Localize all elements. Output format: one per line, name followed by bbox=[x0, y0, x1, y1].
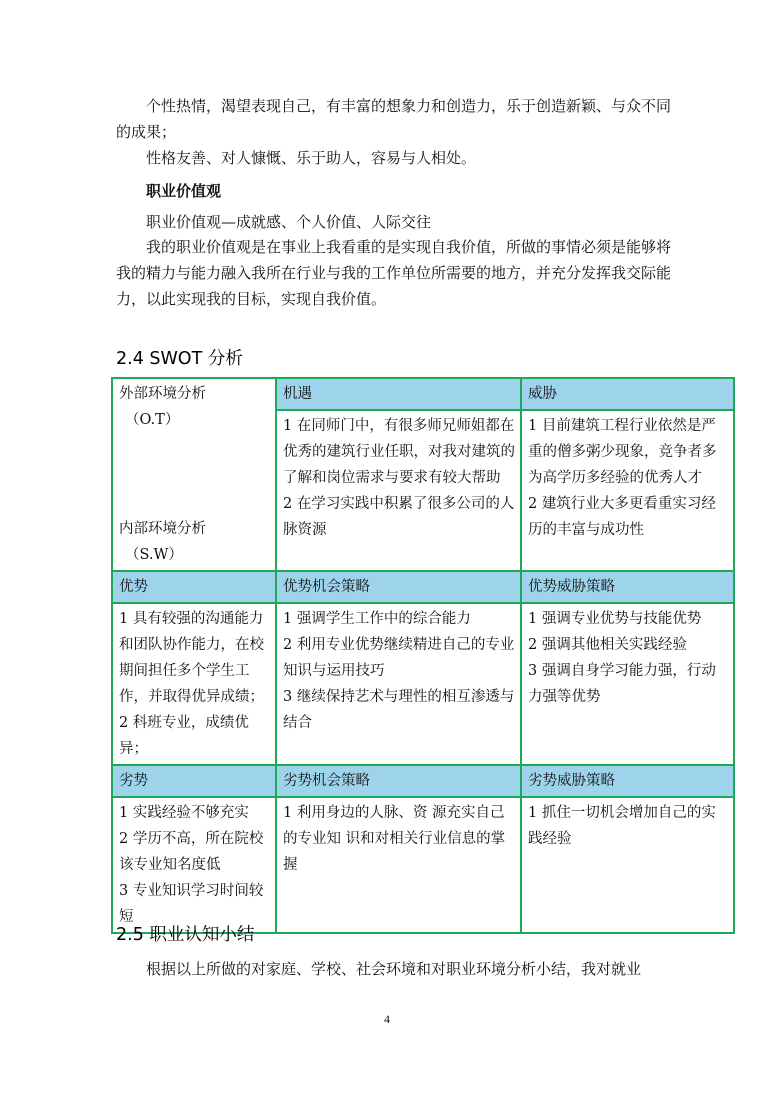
internal-analysis-code: （S.W） bbox=[125, 547, 183, 563]
intro-paragraph-1: 个性热情，渴望表现自己，有丰富的想象力和创造力，乐于创造新颖、与众不同的成果； bbox=[116, 97, 672, 141]
strength-header: 优势 bbox=[112, 571, 276, 603]
weakness-header: 劣势 bbox=[112, 765, 276, 797]
wt-strategy-cell: 1 抓住一切机会增加自己的实践经验 bbox=[521, 797, 734, 933]
page-number: 4 bbox=[384, 1012, 390, 1026]
weakness-cell: 1 实践经验不够充实 2 学历不高，所在院校该专业知名度低 3 专业知识学习时间较短 bbox=[112, 797, 276, 933]
so-strategy-cell: 1 强调学生工作中的综合能力 2 利用专业优势继续精进自己的专业知识与运用技巧 3 继续保持艺术与理性的相互渗透与结合 bbox=[276, 603, 521, 765]
swot-table bbox=[111, 377, 735, 934]
subheading-career-values: 职业价值观 bbox=[146, 182, 222, 200]
st-strategy-cell: 1 强调专业优势与技能优势 2 强调其他相关实践经验 3 强调自身学习能力强，行动力强等优势 bbox=[521, 603, 734, 765]
strength-cell: 1 具有较强的沟通能力和团队协作能力，在校期间担任多个学生工作，并取得优异成绩； 2 科班专业，成绩优异； bbox=[112, 603, 276, 765]
intro-paragraph-4: 我的职业价值观是在事业上我看重的是实现自我价值，所做的事情必须是能够将我的精力与能力融入我所在行业与我的工作单位所需要的地方，并充分发挥我交际能力，以此实现我的目标，实现自我价值。 bbox=[116, 238, 672, 308]
intro-paragraph-2: 性格友善、对人慷慨、乐于助人，容易与人相处。 bbox=[146, 149, 477, 167]
external-analysis-code: （O.T） bbox=[125, 412, 180, 428]
external-analysis-label: 外部环境分析 bbox=[119, 386, 206, 402]
wo-strategy-cell: 1 利用身边的人脉、资 源充实自己的专业知 识和对相关行业信息的掌握 bbox=[276, 797, 521, 933]
section-heading-swot: 2.4 SWOT 分析 bbox=[116, 349, 243, 369]
so-strategy-header: 优势机会策略 bbox=[276, 571, 521, 603]
threat-header: 威胁 bbox=[521, 378, 734, 410]
intro-paragraph-3: 职业价值观—成就感、个人价值、人际交往 bbox=[146, 213, 432, 231]
internal-analysis-label: 内部环境分析 bbox=[119, 521, 206, 537]
summary-paragraph: 根据以上所做的对家庭、学校、社会环境和对职业环境分析小结，我对就业 bbox=[146, 960, 642, 978]
wt-strategy-header: 劣势威胁策略 bbox=[521, 765, 734, 797]
opportunity-cell: 1 在同师门中，有很多师兄师姐都在优秀的建筑行业任职，对我对建筑的了解和岗位需求与要求有较大帮助 2 在学习实践中积累了很多公司的人脉资源 bbox=[276, 410, 521, 571]
section-heading-summary: 2.5 职业认知小结 bbox=[116, 925, 255, 945]
swot-corner-cell bbox=[112, 378, 276, 571]
wo-strategy-header: 劣势机会策略 bbox=[276, 765, 521, 797]
st-strategy-header: 优势威胁策略 bbox=[521, 571, 734, 603]
opportunity-header: 机遇 bbox=[276, 378, 521, 410]
threat-cell: 1 目前建筑工程行业依然是严重的僧多粥少现象，竞争者多为高学历多经验的优秀人才 2 建筑行业大多更看重实习经历的丰富与成功性 bbox=[521, 410, 734, 571]
